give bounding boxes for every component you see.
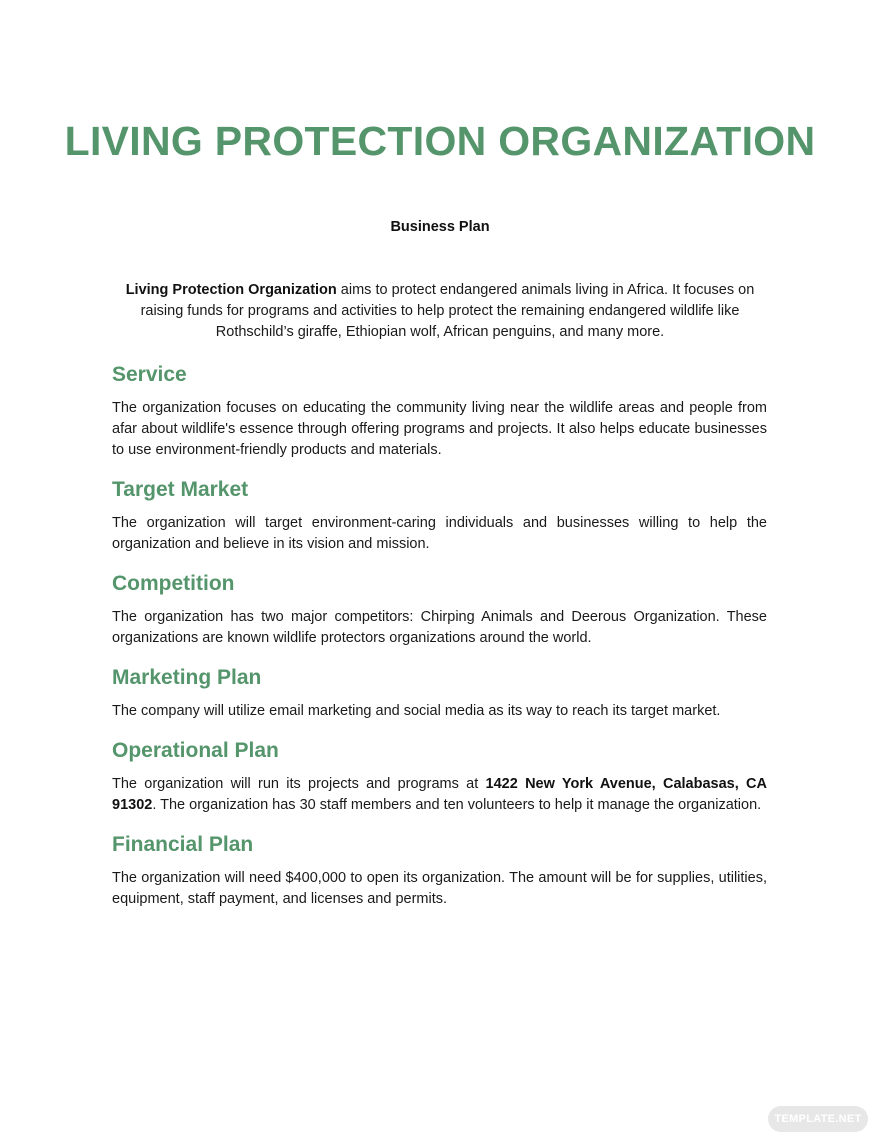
intro-org-name: Living Protection Organization bbox=[125, 282, 337, 298]
operational-text-after: . The organization has 30 staff members and ten volunteers to help it manage the organization. bbox=[152, 797, 762, 813]
intro-text: aims to protect endangered animals living in Africa. It focuses on raising funds for programs and activities to help protect the remaining endangered wildlife like Rothschild’s giraffe, Ethiopian wolf, African penguins, and many more. bbox=[140, 282, 755, 340]
section-heading: Marketing Plan bbox=[112, 666, 262, 689]
operational-address: 1422 New York Avenue, Calabasas, CA 91302 bbox=[112, 776, 767, 813]
section-paragraph: The organization has two major competitors: Chirping Animals and Deerous Organization. These organizations are known wildlife protectors organizations around the world. bbox=[112, 609, 767, 646]
section-heading: Financial Plan bbox=[112, 833, 254, 856]
document-subtitle: Business Plan bbox=[390, 219, 490, 235]
section-paragraph: The organization focuses on educating the community living near the wildlife areas and people from afar about wildlife's essence through offering programs and projects. It also helps educate businesses to use environment-friendly products and materials. bbox=[112, 400, 767, 458]
section-heading: Service bbox=[112, 363, 187, 386]
section-service bbox=[112, 360, 767, 461]
section-financial-plan bbox=[112, 830, 767, 910]
section-competition bbox=[112, 569, 767, 649]
section-marketing-plan bbox=[112, 663, 767, 722]
section-paragraph: The organization will target environment-caring individuals and businesses willing to help the organization and believe in its vision and mission. bbox=[112, 515, 767, 552]
operational-text-before: The organization will run its projects and programs at bbox=[112, 776, 486, 792]
document-body bbox=[112, 360, 767, 924]
section-target-market bbox=[112, 475, 767, 555]
section-operational-plan bbox=[112, 736, 767, 816]
section-paragraph bbox=[112, 774, 767, 816]
intro-paragraph bbox=[112, 280, 768, 343]
section-paragraph: The company will utilize email marketing and social media as its way to reach its target market. bbox=[112, 703, 721, 719]
document-title: LIVING PROTECTION ORGANIZATION bbox=[64, 118, 816, 164]
watermark-badge: TEMPLATE.NET bbox=[768, 1106, 868, 1132]
section-heading: Target Market bbox=[112, 478, 249, 501]
section-heading: Competition bbox=[112, 572, 235, 595]
section-heading: Operational Plan bbox=[112, 739, 279, 762]
section-paragraph: The organization will need $400,000 to open its organization. The amount will be for supplies, utilities, equipment, staff payment, and licenses and permits. bbox=[112, 870, 767, 907]
